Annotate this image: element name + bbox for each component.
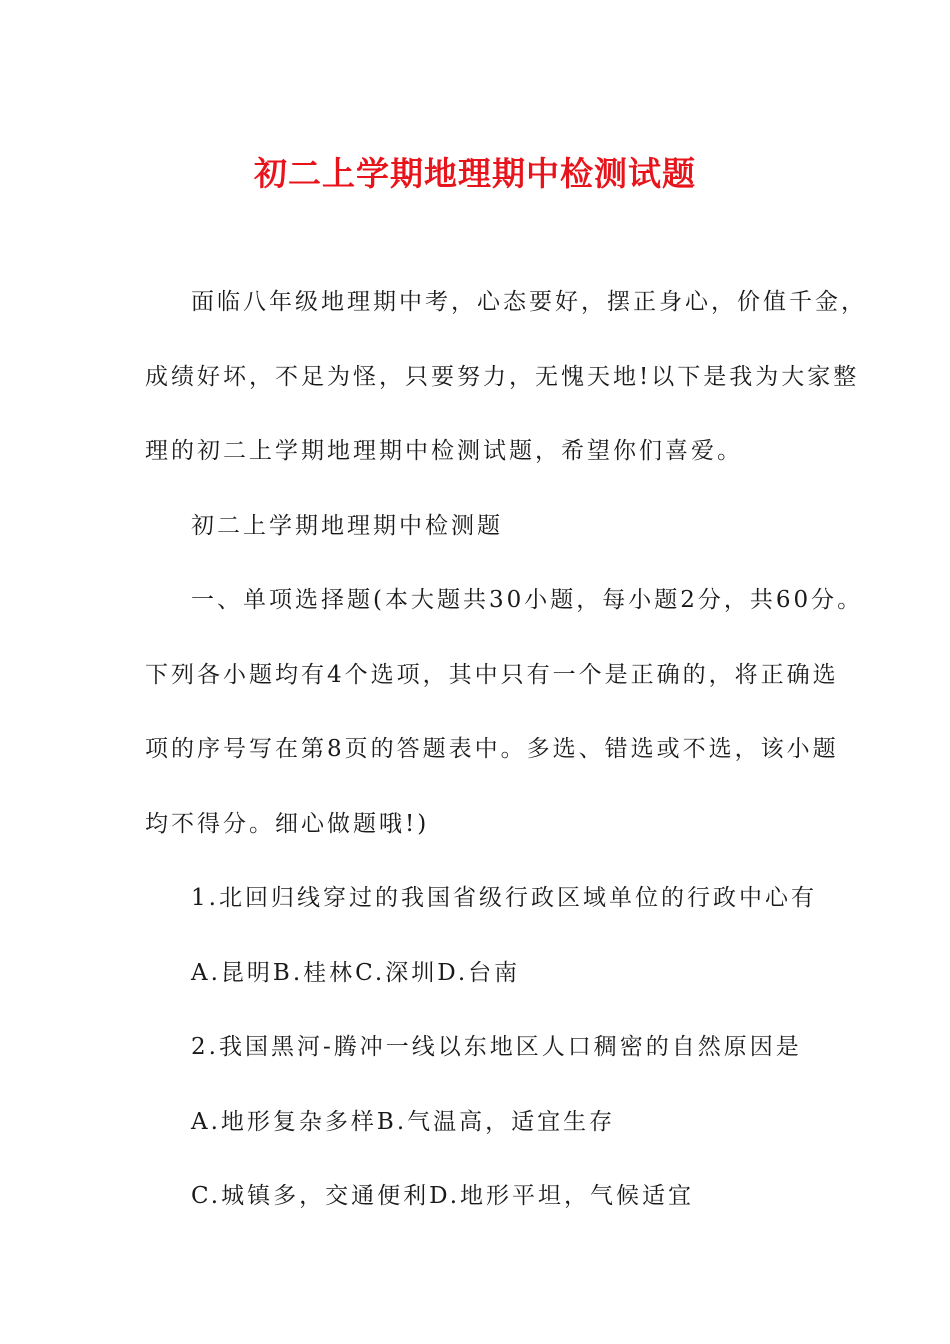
- section-subtitle: 初二上学期地理期中检测题: [191, 513, 503, 539]
- section1-line-3: 项的序号写在第8页的答题表中。多选、错选或不选，该小题: [145, 736, 839, 762]
- question-2-stem: 2.我国黑河-腾冲一线以东地区人口稠密的自然原因是: [191, 1034, 802, 1060]
- question-1-stem: 1.北回归线穿过的我国省级行政区域单位的行政中心有: [191, 885, 817, 911]
- section1-line-1: 一、单项选择题(本大题共30小题，每小题2分，共60分。: [191, 587, 864, 613]
- section1-line-2: 下列各小题均有4个选项，其中只有一个是正确的，将正确选: [145, 662, 839, 688]
- intro-line-2: 成绩好坏，不足为怪，只要努力，无愧天地!以下是我为大家整: [145, 364, 860, 390]
- question-2-options-line-2: C.城镇多，交通便利D.地形平坦，气候适宜: [191, 1183, 695, 1209]
- document-title: 初二上学期地理期中检测试题: [254, 154, 696, 193]
- question-1-options: A.昆明B.桂林C.深圳D.台南: [191, 960, 521, 986]
- intro-line-1: 面临八年级地理期中考，心态要好，摆正身心，价值千金，: [191, 289, 867, 315]
- intro-line-3: 理的初二上学期地理期中检测试题，希望你们喜爱。: [145, 438, 743, 464]
- question-2-options-line-1: A.地形复杂多样B.气温高，适宜生存: [191, 1109, 616, 1135]
- section1-line-4: 均不得分。细心做题哦!): [145, 811, 430, 837]
